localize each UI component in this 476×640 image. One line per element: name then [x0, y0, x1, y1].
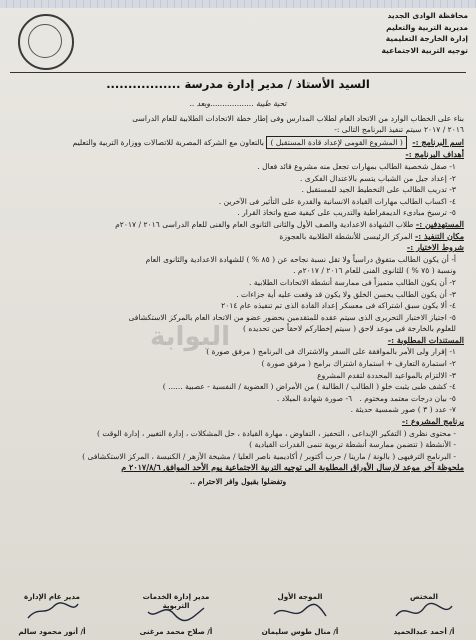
condition-item: ونسبة ( ٧٥ % ) للثانوى الفنى للعام ٢٠١٦ / ٢٠١٧م .: [293, 266, 456, 276]
venue-text: المركز الرئيسى للأنشطة الطلابية بالعجوزة: [279, 231, 413, 241]
signature-name: أ/ صلاح محمد مرغنى: [139, 627, 213, 636]
signature-name: أ/ أحمد عبدالحميد: [393, 627, 455, 636]
document-item-row: [12, 393, 464, 405]
content-item: - الأنشطة ( تتضمن ممارسة أنشطة تربوية تنمى القدرات القيادية ): [249, 440, 456, 450]
program-name: ( المشروع القومى لإعداد قادة المستقبل ): [266, 136, 406, 150]
letterhead-line: توجيه التربية الاجتماعية: [381, 45, 468, 55]
letterhead-line: محافظة الوادى الجديد: [387, 11, 468, 20]
signature-services-director: [132, 592, 220, 638]
scanner-ruler: [0, 0, 476, 8]
goal-item: ١- صقل شخصية الطالب بمهارات تجعل منه مشروع قائد فعال .: [257, 161, 456, 171]
signature-senior-supervisor: [256, 592, 344, 638]
closing-line: وتفضلوا بقبول وافر الاحترام ..: [189, 477, 287, 486]
letterhead: [298, 10, 468, 56]
letterhead-line: إدارة الخارجة التعليمية: [385, 34, 468, 43]
signature-block: [8, 592, 468, 638]
content-item: - محتوى نظرى ( التفكير الإبداعى ، التحفيز ، التفاوض ، مهارة القيادة ، حل المشكلات ، إدارة التغيير ، إدارة الوقت ): [96, 428, 456, 438]
signature-role: مدير عام الإدارة: [23, 592, 80, 601]
goal-item: ٣- تدريب الطالب على التخطيط الجيد للمستقبل .: [301, 185, 456, 195]
document-item: ١- إقرار ولى الأمر بالموافقة على السفر والاشتراك فى البرنامج ( مرفق صورة ): [206, 347, 456, 357]
condition-item: ٥- اجتياز الاختبار التحريرى الذى سيتم عقده للمتقدمين بحضور عضو من الاتحاد العام بالمركز الاستكشافى: [128, 312, 456, 322]
beneficiaries-text: طلاب الشهادة الاعدادية والصف الأول والثانى الثانوى العام والفنى للعام الدراسى ٢٠١٦ / ٢٠١٧م: [115, 219, 414, 229]
venue-line: [12, 231, 464, 243]
condition-item: ٢- أن يكون الطالب متميزاً فى ممارسة أنشطة الاتحادات الطلابية .: [249, 277, 456, 287]
handwritten-signature-icon: [146, 600, 206, 622]
header-divider: [10, 72, 466, 73]
watermark: البوابة: [150, 322, 231, 352]
letterhead-line: مديرية التربية والتعليم: [386, 22, 468, 32]
intro-line: بناء على الخطاب الوارد من الاتحاد العام لطلاب المدارس وفى إطار خطة الاتحادات الطلابية للعام الدراسى: [132, 113, 464, 123]
documents-heading: المستندات المطلوبة :-: [387, 334, 464, 345]
program-line: [12, 136, 464, 150]
signature-general-director: [8, 592, 96, 638]
document-item: ٣- الالتزام بالمواعيد المحددة لتقدم المشروع: [317, 370, 456, 380]
content-item: - البرنامج الترفيهى ( بالونة / مارينا / حرب أكتوبر / أكاديمية ناصر العليا / مشيخة الأزهر / الكنيسة ، المركز الاستكشافى ): [82, 451, 456, 461]
greeting: تحية طيبة ..................وبعد ..: [189, 99, 287, 108]
document-item: ٦- صورة شهادة الميلاد .: [276, 393, 353, 403]
deadline-note: ملحوظة آخر موعد لارسال الأوراق المطلوبة الى توجيه التربية الاجتماعية يوم الأحد الموافق ٢٠١٧/٨/٦ م: [121, 462, 464, 473]
beneficiaries-label: المستهدفين :-: [415, 218, 464, 229]
document-item: ٢- استمارة التعارف + استمارة اشتراك برامج ( مرفق صورة ): [261, 359, 456, 369]
conditions-heading: شروط الاختيار :-: [406, 242, 464, 253]
signature-name: أ/ منال طوس سليمان: [261, 627, 339, 636]
document-item: ٧- عدد ( ٣ ) صور شمسية حديثة .: [350, 405, 456, 415]
program-suffix: بالتعاون مع الشركة المصرية للاتصالات ووزارة التربية والتعليم: [72, 137, 265, 147]
handwritten-signature-icon: [394, 600, 454, 622]
condition-item: أ- أن يكون الطالب متفوق دراسياً ولا تقل نسبة نجاحه عن ( ٨٥ % ) للشهادة الاعدادية والثانوى العام: [145, 254, 456, 264]
goal-item: ٤- اكساب الطالب مهارات القيادة الانسانية والقدرة على التأثير فى الآخرين .: [218, 196, 456, 206]
goal-item: ٥- ترسيخ مبادىء الديمقراطية والتدريب على كيفية صنع واتخاذ القرار .: [237, 208, 456, 218]
document-title: السيد الأستاذ / مدير إدارة مدرسة .................: [106, 77, 370, 91]
venue-label: مكان التنفيذ :-: [414, 230, 464, 241]
condition-item: ٣- أن يكون الطالب يحسن الخلق ولا يكون قد وقعت عليه أية جزاءات .: [236, 289, 456, 299]
official-seal-icon: [18, 14, 74, 70]
program-label: اسم البرنامج :-: [412, 136, 464, 147]
handwritten-signature-icon: [22, 600, 82, 622]
document-body: [12, 98, 464, 488]
beneficiaries-line: [12, 219, 464, 231]
signature-role: مدير إدارة الخدمات التربوية: [142, 592, 210, 610]
content-heading: برنامج المشروع :-: [401, 416, 464, 427]
intro-line: ٢٠١٦ / ٢٠١٧ سيتم تنفيذ البرنامج التالى :-: [334, 125, 464, 135]
document-item: ٥- بيان درجات معتمد ومختوم .: [359, 393, 456, 403]
signature-role: المختص: [410, 592, 438, 601]
signature-name: أ/ أنور محمود سالم: [18, 627, 86, 636]
signature-role: الموجه الأول: [277, 592, 323, 601]
condition-item: للعلوم بالخارجة فى موعد لاحق ( سيتم إخطاركم لاحقاً حين تحديده ): [242, 324, 456, 334]
document-item: ٤- كشف طبى يثبت خلو ( الطالب / الطالبة ) من الأمراض ( العضوية / النفسية - عصبية ...... ): [162, 382, 456, 392]
goal-item: ٢- إعداد جيل من الشباب يتسم بالاعتدال الفكرى .: [299, 173, 456, 183]
handwritten-signature-icon: [270, 600, 330, 622]
condition-item: ٤- ألا يكون سبق اشتراكه فى معسكر إعداد القادة الذى تم تنفيذه عام ٢٠١٤: [221, 301, 456, 311]
goals-heading: أهداف البرنامج :-: [405, 149, 464, 160]
signature-specialist: [380, 592, 468, 638]
